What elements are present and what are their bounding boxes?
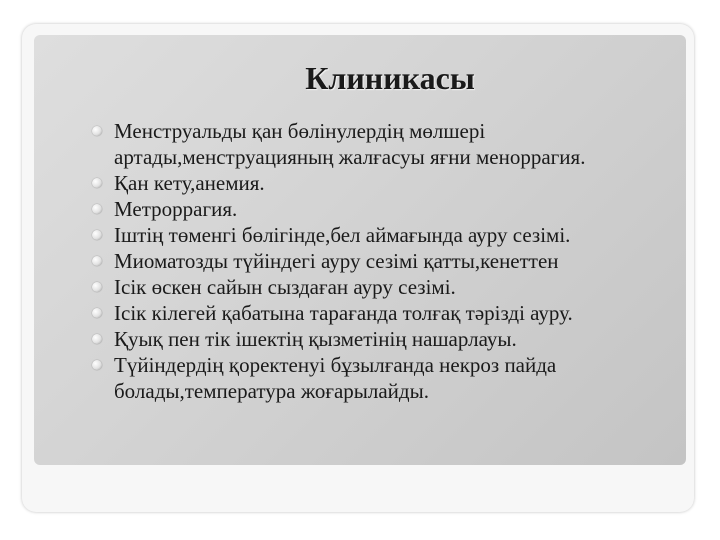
list-item-text: Ісік кілегей қабатына тарағанда толғақ тәрізді ауру. — [114, 301, 573, 325]
slide-title-text: Клиникасы — [305, 60, 475, 96]
list-item-text: Түйіндердің қоректенуі бұзылғанда некроз пайда болады,температура жоғарылайды. — [114, 353, 557, 403]
list-item-text: Қан кету,анемия. — [114, 171, 265, 195]
list-item — [92, 196, 672, 222]
list-item — [92, 326, 672, 352]
list-item-text: Менструальды қан бөлінулердің мөлшері артады,менструацияның жалғасуы яғни меноррагия. — [114, 119, 586, 169]
bullet-icon — [92, 334, 102, 344]
bullet-icon — [92, 360, 102, 370]
bullet-icon — [92, 178, 102, 188]
list-item — [92, 352, 672, 404]
list-item — [92, 300, 672, 326]
bullet-icon — [92, 308, 102, 318]
list-item — [92, 222, 672, 248]
list-item — [92, 170, 672, 196]
bullet-icon — [92, 256, 102, 266]
list-item-text: Миоматозды түйіндегі ауру сезімі қатты,кенеттен — [114, 249, 559, 273]
slide-title — [34, 60, 686, 97]
bullet-icon — [92, 282, 102, 292]
list-item — [92, 274, 672, 300]
bullet-icon — [92, 204, 102, 214]
bullet-list — [92, 118, 672, 404]
list-item-text: Метроррагия. — [114, 197, 238, 221]
list-item — [92, 118, 672, 170]
bullet-icon — [92, 230, 102, 240]
list-item — [92, 248, 672, 274]
list-item-text: Ісік өскен сайын сыздаған ауру сезімі. — [114, 275, 456, 299]
list-item-text: Іштің төменгі бөлігінде,бел аймағында ауру сезімі. — [114, 223, 571, 247]
bullet-icon — [92, 126, 102, 136]
list-item-text: Қуық пен тік ішектің қызметінің нашарлауы. — [114, 327, 517, 351]
